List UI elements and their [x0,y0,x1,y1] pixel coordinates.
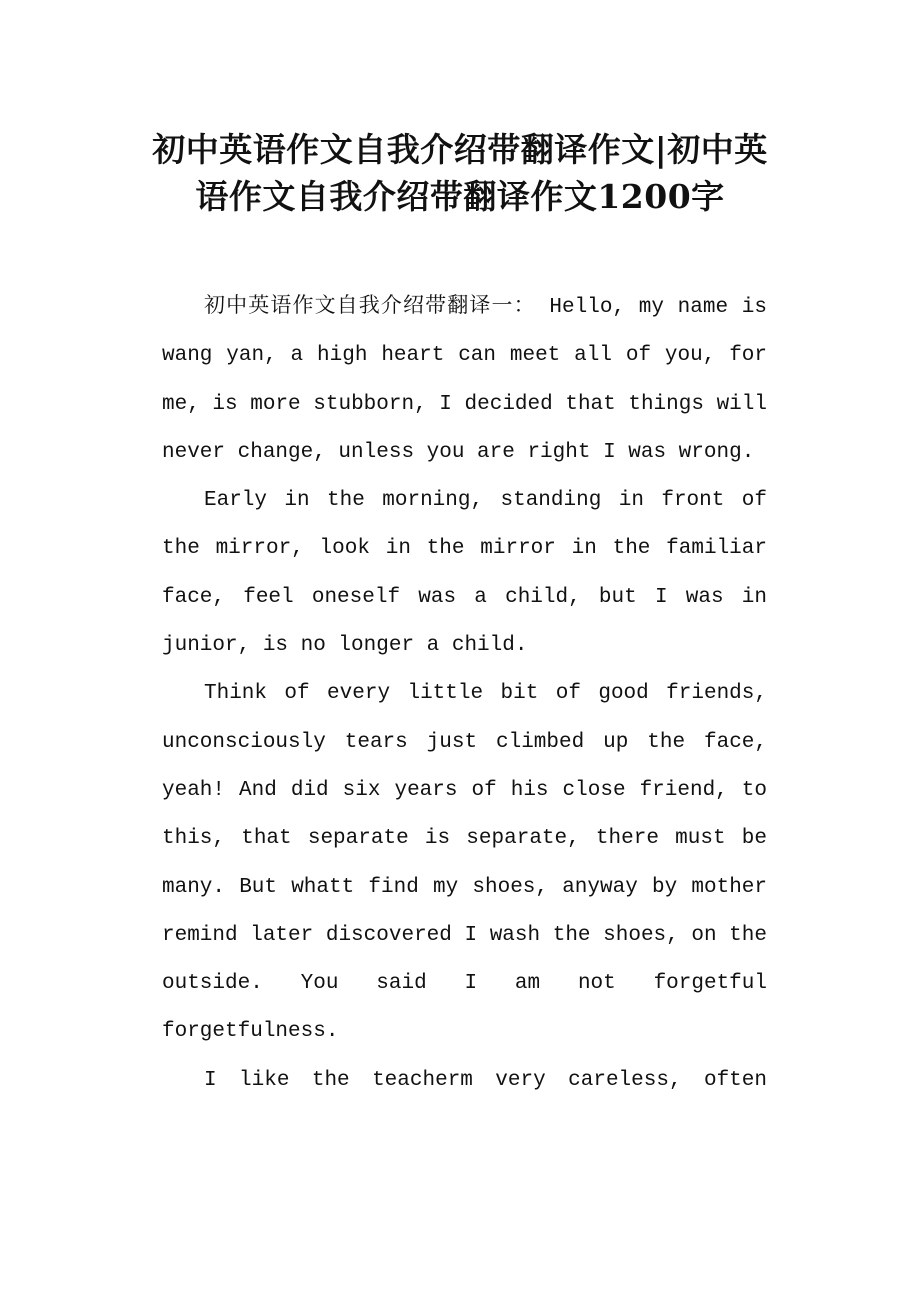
document-body [162,284,767,1105]
paragraph-3: Think of every little bit of good friends, unconsciously tears just climbed up the face, yeah! And did six years of his close friend, to this, that separate is separate, there must be many. But whatt find my shoes, anyway by mother remind later discovered I wash the shoes, on the outside. You said I am not forgetful forgetfulness. [162,682,767,1044]
paragraph-1: 初中英语作文自我介绍带翻译一： Hello, my name is wang yan, a high heart can meet all of you, for me, is more stubborn, I decided that things will never change, unless you are right I was wrong. [162,296,767,464]
document-title: 初中英语作文自我介绍带翻译作文|初中英语作文自我介绍带翻译作文1200字 [152,130,768,216]
paragraph-4: I like the teacherm very careless, often [204,1068,767,1092]
paragraph-2: Early in the morning, standing in front of the mirror, look in the mirror in the familiar face, feel oneself was a child, but I was in junior, is no longer a child. [162,489,767,658]
